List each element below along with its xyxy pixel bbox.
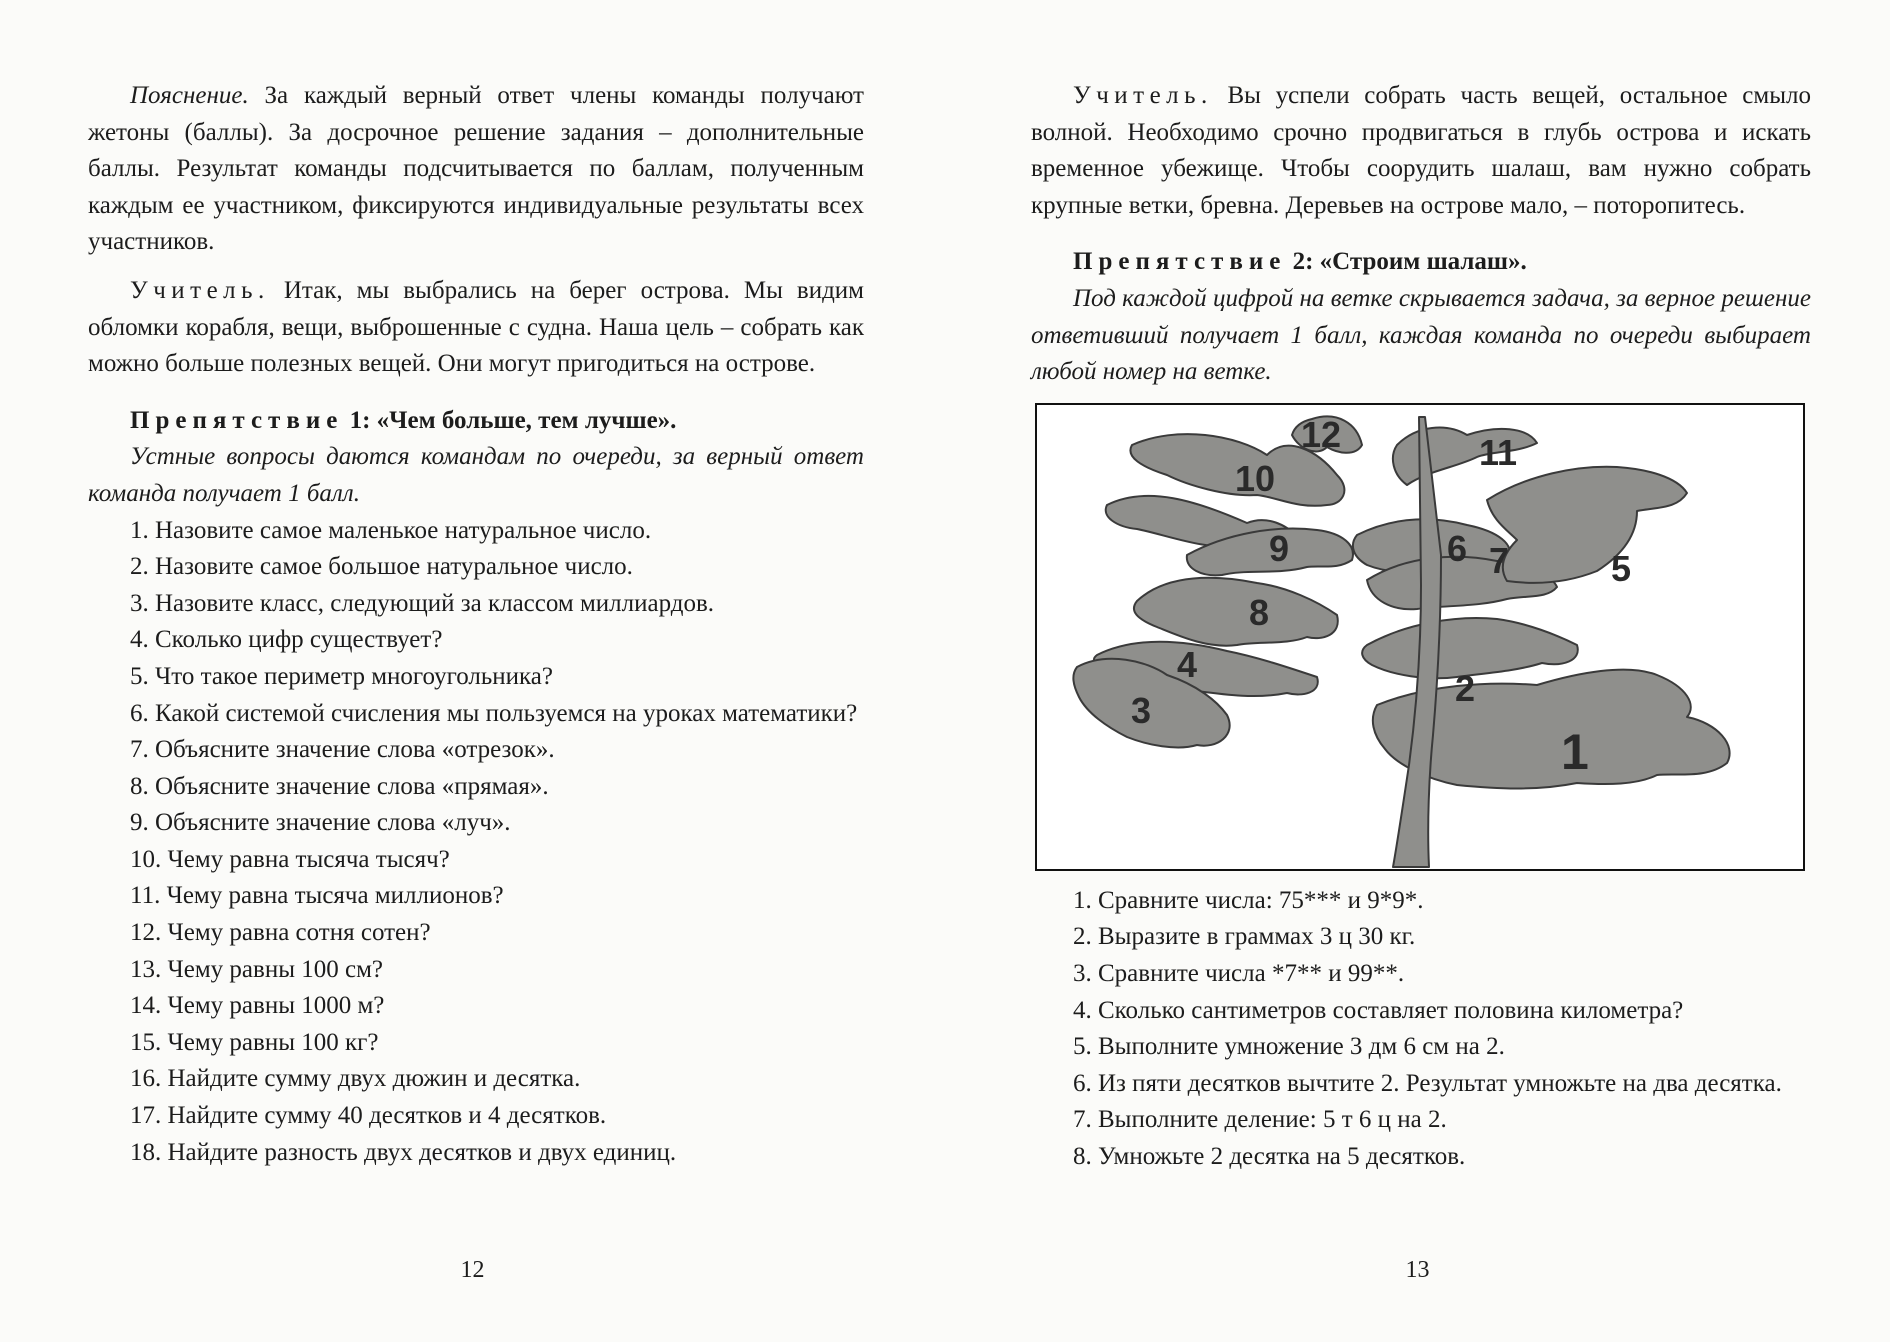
teacher-label: Учитель. — [1073, 82, 1213, 109]
question-item: 16. Найдите сумму двух дюжин и десятка. — [130, 1065, 581, 1093]
question-item: 8. Объясните значение слова «прямая». — [130, 772, 549, 800]
question-item: 10. Чему равна тысяча тысяч? — [130, 845, 450, 873]
question-item: 8. Умножьте 2 десятка на 5 десятков. — [1073, 1142, 1466, 1170]
tree-figure — [1035, 403, 1805, 871]
question-item: 5. Выполните умножение 3 дм 6 см на 2. — [1073, 1033, 1505, 1061]
teacher-text: Вы успели собрать часть вещей, остальное смыло волной. Необходимо срочно продвигаться в глубь острова и искать временное убежище. Чтобы соорудить шалаш, вам нужно собрать крупные ветки, бревна. Деревьев на острове мало, – поторопитесь. — [1031, 82, 1811, 219]
question-item: 9. Объясните значение слова «луч». — [130, 809, 511, 837]
tree-number-9[interactable]: 9 — [1269, 527, 1290, 569]
intro-lead: Пояснение. — [130, 82, 249, 109]
question-item: 2. Выразите в граммах 3 ц 30 кг. — [1073, 923, 1416, 951]
page-number-left: 12 — [460, 1257, 485, 1283]
tree-illustration — [1037, 405, 1803, 869]
question-item: 2. Назовите самое большое натуральное число. — [130, 553, 633, 581]
right-text-column — [1031, 78, 1811, 1176]
teacher-paragraph-right — [1031, 78, 1811, 224]
question-item: 1. Сравните числа: 75*** и 9*9*. — [1073, 886, 1424, 914]
question-item: 3. Сравните числа *7** и 99**. — [1073, 959, 1405, 987]
question-list-right — [1031, 883, 1811, 1176]
tree-number-1[interactable]: 1 — [1561, 723, 1589, 780]
intro-text: За каждый верный ответ члены команды получают жетоны (баллы). За досрочное решение задания – дополнительные баллы. Результат команды подсчитывается по баллам, полученным каждым ее участником, фиксируются индивидуальные результаты всех участников. — [88, 82, 864, 256]
question-item: 14. Чему равны 1000 м? — [130, 992, 385, 1020]
question-item: 13. Чему равны 100 см? — [130, 955, 384, 983]
tree-number-4[interactable]: 4 — [1177, 643, 1198, 685]
question-item: 11. Чему равна тысяча миллионов? — [130, 882, 504, 910]
question-item: 6. Из пяти десятков вычтите 2. Результат умножьте на два десятка. — [1073, 1069, 1782, 1097]
tree-number-3[interactable]: 3 — [1131, 689, 1152, 731]
obstacle-1-note: Устные вопросы даются командам по очереди, за верный ответ команда получает 1 балл. — [88, 443, 864, 507]
obstacle-2-heading — [1031, 244, 1811, 281]
question-item: 15. Чему равны 100 кг? — [130, 1028, 379, 1056]
left-text-column — [88, 78, 864, 1171]
tree-number-12[interactable]: 12 — [1301, 413, 1342, 455]
tree-number-5[interactable]: 5 — [1611, 547, 1632, 589]
question-item: 1. Назовите самое маленькое натуральное число. — [130, 516, 652, 544]
question-item: 18. Найдите разность двух десятков и двух единиц. — [130, 1138, 677, 1166]
question-item: 3. Назовите класс, следующий за классом миллиардов. — [130, 589, 715, 617]
tree-number-11[interactable]: 11 — [1479, 431, 1518, 473]
branch-5 — [1487, 467, 1687, 583]
question-item: 4. Сколько сантиметров составляет половина километра? — [1073, 996, 1684, 1024]
intro-paragraph — [88, 78, 864, 261]
question-item: 4. Сколько цифр существует? — [130, 626, 443, 654]
obstacle-title: 2: «Строим шалаш». — [1286, 248, 1527, 276]
obstacle-1-heading — [88, 403, 864, 440]
obstacle-label: Препятствие — [1073, 248, 1287, 276]
tree-number-2[interactable]: 2 — [1455, 667, 1476, 709]
question-item: 7. Объясните значение слова «отрезок». — [130, 736, 555, 764]
teacher-label: Учитель. — [130, 276, 270, 304]
obstacle-title: 1: «Чем больше, тем лучше». — [343, 406, 677, 434]
tree-number-8[interactable]: 8 — [1249, 591, 1270, 633]
question-item: 7. Выполните деление: 5 т 6 ц на 2. — [1073, 1106, 1447, 1134]
question-item: 5. Что такое периметр многоугольника? — [130, 662, 553, 690]
page-number-right: 13 — [1405, 1257, 1430, 1283]
question-item: 6. Какой системой счисления мы пользуемся на уроках математики? — [130, 699, 858, 727]
right-page — [945, 0, 1890, 1342]
teacher-text: Итак, мы выбрались на берег острова. Мы видим обломки корабля, вещи, выброшенные с судна. Наша цель – собрать как можно больше полезных вещей. Они могут пригодиться на острове. — [88, 276, 864, 378]
tree-number-7[interactable]: 7 — [1489, 539, 1510, 581]
branch-8 — [1134, 578, 1338, 646]
obstacle-label: Препятствие — [130, 406, 344, 434]
tree-number-6[interactable]: 6 — [1447, 527, 1468, 569]
question-item: 12. Чему равна сотня сотен? — [130, 919, 431, 947]
obstacle-2-note: Под каждой цифрой на ветке скрывается задача, за верное решение ответивший получает 1 балл, каждая команда по очереди выбирает любой номер на ветке. — [1031, 284, 1811, 386]
question-item: 17. Найдите сумму 40 десятков и 4 десятков. — [130, 1102, 607, 1130]
question-list-left — [88, 513, 864, 1172]
teacher-paragraph-left — [88, 273, 864, 383]
tree-number-10[interactable]: 10 — [1235, 457, 1276, 499]
